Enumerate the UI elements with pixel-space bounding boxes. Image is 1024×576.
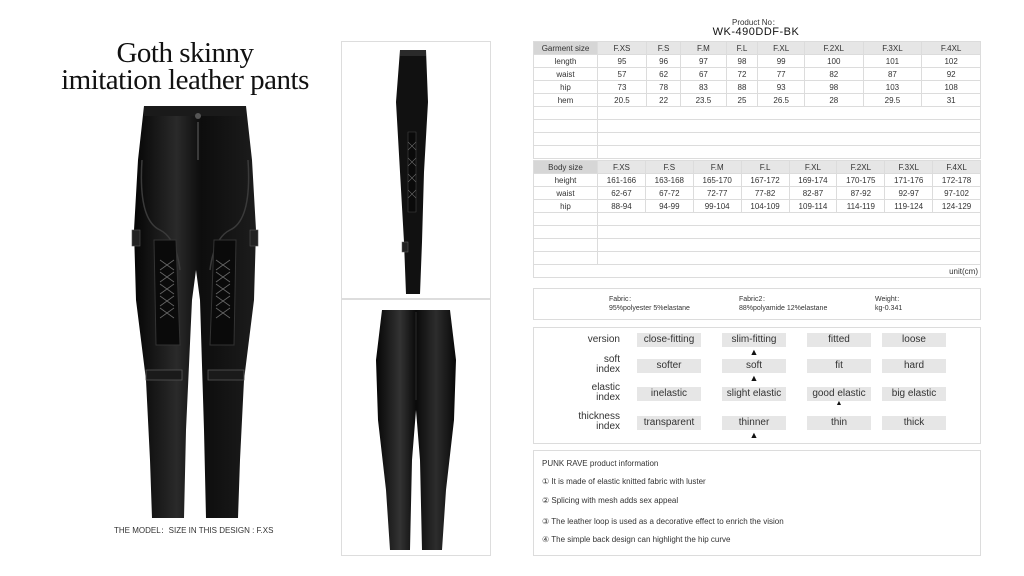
selected-arrow-icon: ▲ [835,400,843,407]
table-header-cell: Body size [534,161,598,174]
side-view-thumbnail [341,41,491,299]
selected-arrow-icon: ▲ [749,430,759,440]
table-row [534,200,981,213]
product-info-box [533,450,981,556]
table-cell: 109-114 [789,200,837,213]
table-cell: 124-129 [933,200,981,213]
table-cell: 108 [922,81,981,94]
fabric-1-value: 95%polyester 5%elastane [609,305,690,312]
table-cell: 96 [646,55,680,68]
table-row-empty [534,252,981,265]
option-pill: inelastic [637,387,701,401]
option-pill: transparent [637,416,701,430]
table-header-row [534,161,981,174]
property-label-l2: index [596,392,620,403]
table-row [534,55,981,68]
table-cell: 77-82 [741,187,789,200]
table-row-empty [534,133,981,146]
table-cell: 172-178 [933,174,981,187]
option-pill: slim-fitting [722,333,786,347]
table-cell: 93 [758,81,805,94]
table-cell: 82 [804,68,863,81]
table-cell: hip [534,81,598,94]
title-line-2: imitation leather pants [61,64,309,96]
table-cell: 72 [726,68,758,81]
table-cell: 72-77 [693,187,741,200]
table-cell: 57 [598,68,647,81]
table-header-cell: F.M [693,161,741,174]
table-cell: 169-174 [789,174,837,187]
table-row [534,68,981,81]
table-row [534,94,981,107]
table-row [534,81,981,94]
pants-front-photo [120,100,270,520]
option-pill: thick [882,416,946,430]
property-label-l1: soft [603,354,620,365]
table-cell: 171-176 [885,174,933,187]
fabric-1 [609,295,690,313]
option-pill: slight elastic [722,387,786,401]
option-pill: hard [882,359,946,373]
option-pill: good elastic [807,387,871,401]
property-label-l1: elastic [591,382,620,393]
table-cell: 98 [726,55,758,68]
table-header-cell: F.4XL [922,42,981,55]
table-cell: 29.5 [863,94,922,107]
table-row-empty [534,239,981,252]
table-header-cell: F.XL [789,161,837,174]
option-pill: loose [882,333,946,347]
product-no: WK-490DDF-BK [712,26,800,38]
option-pill: fitted [807,333,871,347]
property-row-elastic [534,382,980,403]
table-cell: 22 [646,94,680,107]
info-item: ② Splicing with mesh adds sex appeal [542,496,679,505]
table-cell: 83 [681,81,726,94]
table-row-empty [534,107,981,120]
weight-value: kg-0.341 [875,305,903,312]
option-pill: soft [722,359,786,373]
table-cell: 20.5 [598,94,647,107]
fabric-1-label: Fabric： [609,296,636,303]
table-header-cell: F.XL [758,42,805,55]
fabric-info-box [533,288,981,320]
table-cell: 73 [598,81,647,94]
table-cell: 97 [681,55,726,68]
option-pill: thin [807,416,871,430]
property-label: version [587,334,620,345]
option-pill: fit [807,359,871,373]
table-cell: 104-109 [741,200,789,213]
table-cell: 103 [863,81,922,94]
unit-label: unit(cm) [534,265,981,278]
table-cell: 62 [646,68,680,81]
table-cell: 62-67 [598,187,646,200]
table-cell: 163-168 [645,174,693,187]
table-header-cell: F.L [741,161,789,174]
table-row-empty [534,226,981,239]
table-cell: hem [534,94,598,107]
table-cell: 78 [646,81,680,94]
table-cell: 95 [598,55,647,68]
table-cell: 25 [726,94,758,107]
table-cell: 100 [804,55,863,68]
table-row-empty [534,120,981,133]
table-cell: waist [534,68,598,81]
table-cell: 94-99 [645,200,693,213]
table-cell: 165-170 [693,174,741,187]
weight [875,295,904,313]
table-header-cell: Garment size [534,42,598,55]
table-cell: 92-97 [885,187,933,200]
table-cell: hip [534,200,598,213]
pants-back-photo [342,300,490,555]
properties-box [533,327,981,444]
table-cell: 31 [922,94,981,107]
table-cell: height [534,174,598,187]
info-item: ④ The simple back design can highlight the hip curve [542,535,731,544]
property-label-l2: index [596,421,620,432]
table-header-cell: F.L [726,42,758,55]
table-header-cell: F.S [645,161,693,174]
option-pill: thinner [722,416,786,430]
table-cell: 170-175 [837,174,885,187]
table-header-cell: F.XS [598,161,646,174]
table-cell: 23.5 [681,94,726,107]
table-cell: 67-72 [645,187,693,200]
table-cell: 114-119 [837,200,885,213]
fabric-2-value: 88%polyamide 12%elastane [739,305,828,312]
table-cell: 92 [922,68,981,81]
option-pill: softer [637,359,701,373]
table-cell: 87 [863,68,922,81]
table-cell: 161-166 [598,174,646,187]
table-cell: 87-92 [837,187,885,200]
table-cell: 28 [804,94,863,107]
product-info-title: PUNK RAVE product information [542,459,659,468]
product-no-label: Product No： [731,18,781,27]
fabric-2 [739,295,827,313]
table-cell: 119-124 [885,200,933,213]
table-header-cell: F.S [646,42,680,55]
option-pill: close-fitting [637,333,701,347]
property-label-l1: thickness [578,411,620,422]
table-cell: 98 [804,81,863,94]
selected-arrow-icon: ▲ [749,347,759,357]
garment-size-table [533,41,981,159]
table-cell: 99-104 [693,200,741,213]
table-header-row [534,42,981,55]
unit-row [534,265,981,278]
info-item: ③ The leather loop is used as a decorative effect to enrich the vision [542,517,784,526]
back-view-thumbnail [341,299,491,556]
table-cell: 67 [681,68,726,81]
table-cell: 26.5 [758,94,805,107]
table-header-cell: F.2XL [837,161,885,174]
info-item: ① It is made of elastic knitted fabric with luster [542,477,706,486]
table-cell: 88 [726,81,758,94]
table-cell: 97-102 [933,187,981,200]
fabric-2-label: Fabric2： [739,296,770,303]
option-pill: big elastic [882,387,946,401]
product-title [40,37,330,96]
table-cell: 101 [863,55,922,68]
table-cell: 82-87 [789,187,837,200]
body-size-table [533,160,981,278]
table-header-cell: F.2XL [804,42,863,55]
weight-label: Weight： [875,296,904,303]
table-header-cell: F.3XL [885,161,933,174]
table-row-empty [534,146,981,159]
table-cell: waist [534,187,598,200]
table-cell: 88-94 [598,200,646,213]
property-row-thickness [534,411,980,432]
pants-side-photo [342,42,490,298]
property-label-l2: index [596,364,620,375]
table-row [534,174,981,187]
property-row-soft [534,354,980,375]
selected-arrow-icon: ▲ [749,373,759,383]
property-label [554,355,620,375]
table-cell: 167-172 [741,174,789,187]
table-row [534,187,981,200]
table-header-cell: F.XS [598,42,647,55]
table-row-empty [534,213,981,226]
table-cell: 102 [922,55,981,68]
model-size-note: THE MODEL：SIZE IN THIS DESIGN : F.XS [114,526,274,535]
table-cell: 99 [758,55,805,68]
table-cell: 77 [758,68,805,81]
table-cell: length [534,55,598,68]
property-label [554,412,620,432]
table-header-cell: F.4XL [933,161,981,174]
table-header-cell: F.M [681,42,726,55]
table-header-cell: F.3XL [863,42,922,55]
property-row-version [534,333,980,347]
property-label [554,383,620,403]
title-line-1: Goth skinny [116,37,254,69]
